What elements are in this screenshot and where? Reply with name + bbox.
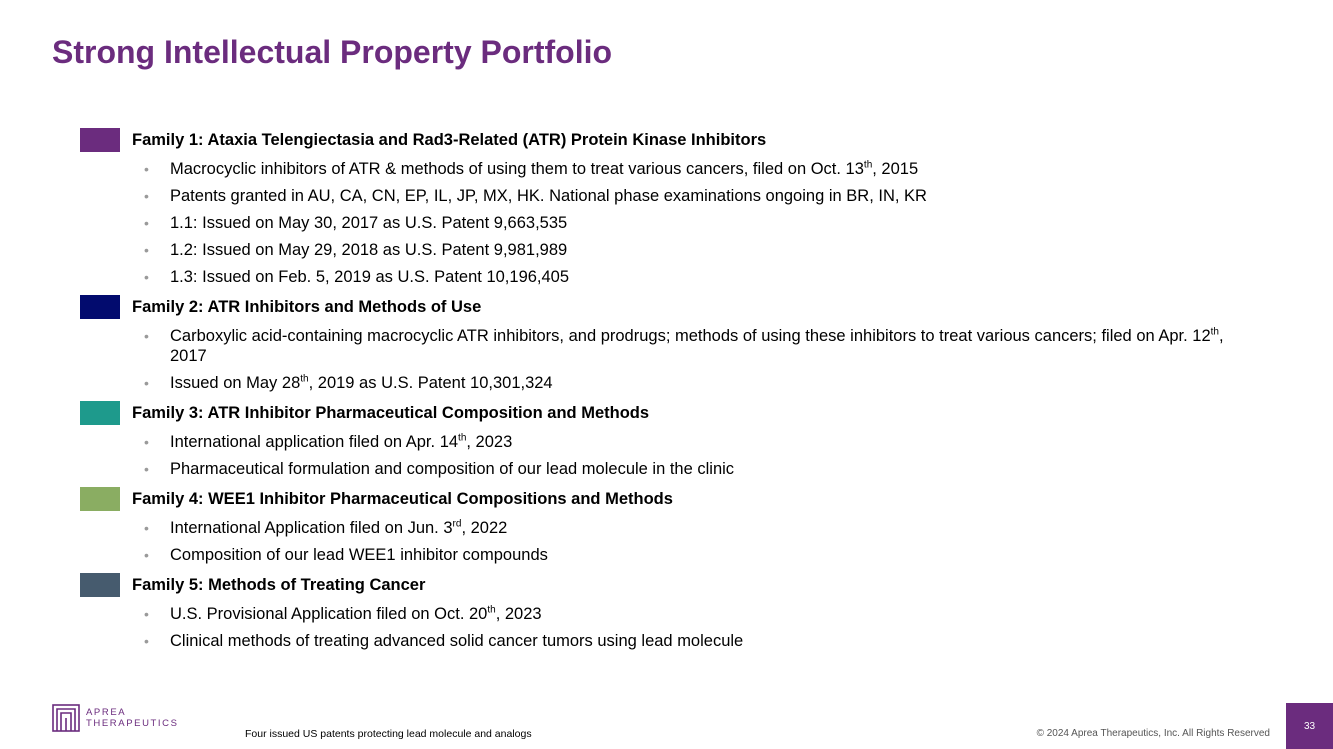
bullet-item <box>144 159 1260 179</box>
family-color-swatch <box>80 128 120 152</box>
family-bullet-list <box>80 518 1260 565</box>
bullet-text: Pharmaceutical formulation and composition of our lead molecule in the clinic <box>170 460 735 478</box>
family-bullet-list <box>80 432 1260 479</box>
bullet-dot-icon: • <box>144 242 149 258</box>
bullet-dot-icon: • <box>144 633 149 649</box>
bullet-dot-icon: • <box>144 269 149 285</box>
page-number: 33 <box>1303 720 1316 732</box>
bullet-superscript: th <box>863 159 873 171</box>
family-header <box>80 400 1260 426</box>
footnote: Four issued US patents protecting lead molecule and analogs <box>245 728 532 740</box>
family-color-swatch <box>80 295 120 319</box>
bullet-dot-icon: • <box>144 461 149 477</box>
bullet-text: Carboxylic acid-containing macrocyclic ATR inhibitors, and prodrugs; methods of using these inhibitors to treat various cancers; filed on Apr. 12 <box>170 327 1211 345</box>
bullet-dot-icon: • <box>144 434 149 450</box>
aprea-logo-icon <box>52 704 80 732</box>
page-title: Strong Intellectual Property Portfolio <box>52 34 613 70</box>
bullet-text: Clinical methods of treating advanced solid cancer tumors using lead molecule <box>170 632 744 650</box>
bullet-superscript: th <box>300 373 309 385</box>
bullet-dot-icon: • <box>144 161 149 177</box>
family-bullet-list <box>80 604 1260 651</box>
family-block-5 <box>80 572 1260 651</box>
bullet-item <box>144 326 1260 366</box>
family-header <box>80 486 1260 512</box>
patent-families <box>80 127 1260 658</box>
bullet-dot-icon: • <box>144 547 149 563</box>
bullet-superscript: th <box>1210 326 1219 338</box>
bullet-text: 1.2: Issued on May 29, 2018 as U.S. Patent 9,981,989 <box>170 241 568 259</box>
bullet-superscript: th <box>458 432 467 444</box>
bullet-item <box>144 545 1260 565</box>
bullet-item <box>144 240 1260 260</box>
bullet-item <box>144 459 1260 479</box>
bullet-text: Issued on May 28 <box>170 374 301 392</box>
family-block-2 <box>80 294 1260 393</box>
bullet-item <box>144 373 1260 393</box>
bullet-text-suffix: , 2023 <box>466 433 513 451</box>
family-block-4 <box>80 486 1260 565</box>
page-number-badge <box>1286 703 1333 749</box>
logo-text-line2: THERAPEUTICS <box>86 718 179 729</box>
bullet-dot-icon: • <box>144 188 149 204</box>
bullet-text-suffix: , 2017 <box>170 327 1224 365</box>
bullet-item <box>144 631 1260 651</box>
bullet-item <box>144 186 1260 206</box>
bullet-dot-icon: • <box>144 375 149 391</box>
company-logo <box>52 704 179 732</box>
family-header <box>80 294 1260 320</box>
family-title: Family 5: Methods of Treating Cancer <box>132 575 426 594</box>
bullet-text: U.S. Provisional Application filed on Oct. 20 <box>170 605 488 623</box>
bullet-text: Macrocyclic inhibitors of ATR & methods of using them to treat various cancers, filed on Oct. 13 <box>170 160 864 178</box>
family-title: Family 1: Ataxia Telengiectasia and Rad3-Related (ATR) Protein Kinase Inhibitors <box>132 130 767 149</box>
bullet-text: 1.1: Issued on May 30, 2017 as U.S. Patent 9,663,535 <box>170 214 568 232</box>
bullet-text-suffix: , 2023 <box>495 605 542 623</box>
bullet-superscript: th <box>487 604 496 616</box>
family-title: Family 2: ATR Inhibitors and Methods of Use <box>132 297 482 316</box>
logo-text-line1: APREA <box>86 707 127 718</box>
bullet-text-suffix: , 2022 <box>461 519 508 537</box>
family-block-1 <box>80 127 1260 287</box>
bullet-text: 1.3: Issued on Feb. 5, 2019 as U.S. Patent 10,196,405 <box>170 268 570 286</box>
bullet-text: International application filed on Apr. 14 <box>170 433 459 451</box>
family-header <box>80 127 1260 153</box>
family-title: Family 4: WEE1 Inhibitor Pharmaceutical Compositions and Methods <box>132 489 673 508</box>
bullet-text-suffix: , 2019 as U.S. Patent 10,301,324 <box>308 374 553 392</box>
bullet-dot-icon: • <box>144 606 149 622</box>
bullet-dot-icon: • <box>144 215 149 231</box>
bullet-text: Composition of our lead WEE1 inhibitor compounds <box>170 546 548 564</box>
bullet-text-suffix: , 2015 <box>872 160 919 178</box>
family-bullet-list <box>80 159 1260 287</box>
bullet-text: Patents granted in AU, CA, CN, EP, IL, JP, MX, HK. National phase examinations ongoing in BR, IN, KR <box>170 187 927 205</box>
bullet-item <box>144 432 1260 452</box>
bullet-item <box>144 267 1260 287</box>
bullet-item <box>144 604 1260 624</box>
copyright: © 2024 Aprea Therapeutics, Inc. All Rights Reserved <box>1036 728 1270 739</box>
family-header <box>80 572 1260 598</box>
bullet-dot-icon: • <box>144 520 149 536</box>
family-color-swatch <box>80 573 120 597</box>
bullet-text: International Application filed on Jun. 3 <box>170 519 453 537</box>
bullet-item <box>144 213 1260 233</box>
bullet-dot-icon: • <box>144 328 149 344</box>
bullet-item <box>144 518 1260 538</box>
family-color-swatch <box>80 487 120 511</box>
family-title: Family 3: ATR Inhibitor Pharmaceutical Composition and Methods <box>132 403 650 422</box>
bullet-superscript: rd <box>452 518 462 530</box>
family-block-3 <box>80 400 1260 479</box>
family-bullet-list <box>80 326 1260 393</box>
family-color-swatch <box>80 401 120 425</box>
